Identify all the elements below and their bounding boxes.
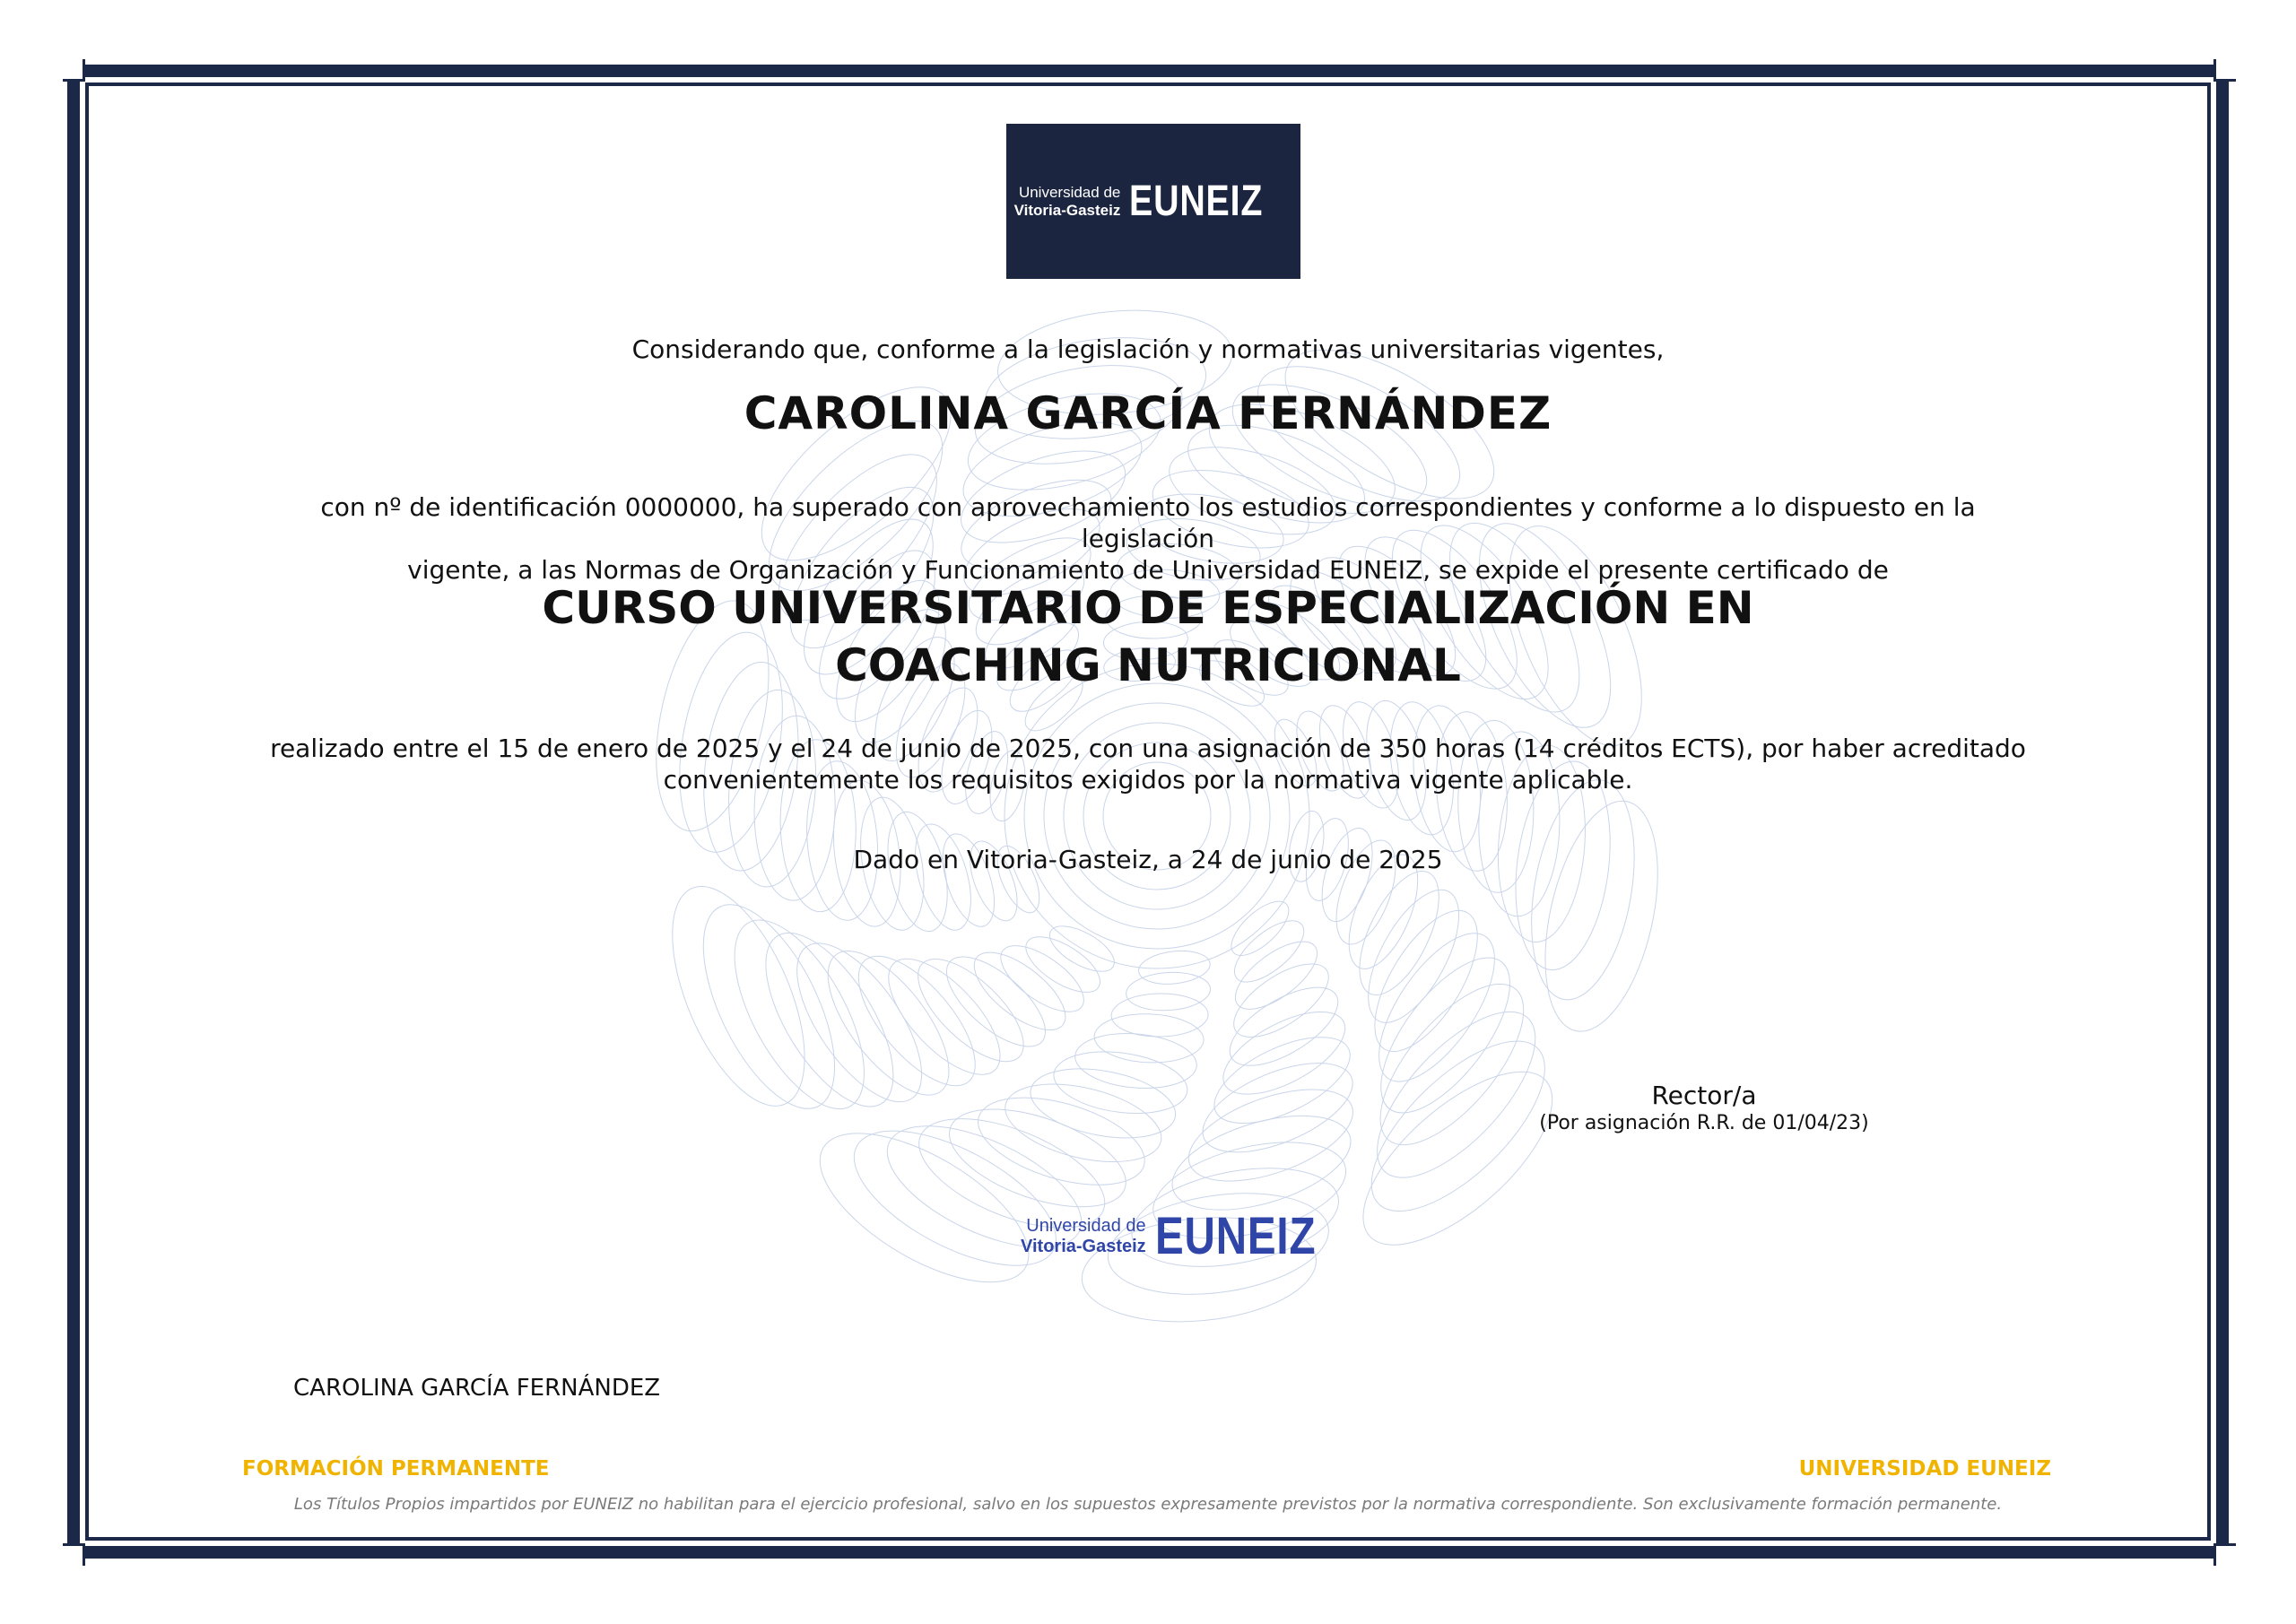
frame-corner-top-left (63, 59, 85, 82)
seal-logo-university-text (1021, 1216, 1146, 1257)
university-logo (1006, 124, 1300, 279)
logo-university-text (1014, 184, 1121, 219)
course-title (0, 579, 2296, 694)
rector-title: Rector/a (1651, 1081, 1757, 1110)
student-signature-name: CAROLINA GARCÍA FERNÁNDEZ (293, 1375, 661, 1402)
footer-left-label: FORMACIÓN PERMANENTE (242, 1457, 550, 1481)
logo-brand: EUNEIZ (1129, 178, 1264, 225)
course-title-line-2: COACHING NUTRICIONAL (835, 639, 1461, 691)
university-seal-logo (1021, 1206, 1351, 1266)
frame-inner-border (85, 83, 2211, 1541)
statement-line-2: vigente, a las Normas de Organización y Funcionamiento de Universidad EUNEIZ, se expide el presente certificado de (407, 555, 1889, 585)
statement-paragraph (0, 491, 2296, 586)
footer-disclaimer: Los Títulos Propios impartidos por EUNEIZ no habilitan para el ejercicio profesional, salvo en los supuestos expresamente previstos por la normativa correspondiente. Son exclusivamente formación permanente. (293, 1495, 2003, 1514)
details-paragraph (0, 733, 2296, 795)
frame-corner-bottom-left (63, 1543, 85, 1566)
frame-corner-bottom-right (2213, 1543, 2236, 1566)
seal-logo-line-1: Universidad de (1026, 1215, 1146, 1236)
logo-line-1: Universidad de (1018, 183, 1121, 201)
frame-corner-top-right (2213, 59, 2236, 82)
rector-note: (Por asignación R.R. de 01/04/23) (1539, 1112, 1869, 1134)
seal-logo-line-2: Vitoria-Gasteiz (1021, 1236, 1146, 1256)
recipient-name: CAROLINA GARCÍA FERNÁNDEZ (744, 387, 1552, 439)
seal-logo-brand: EUNEIZ (1154, 1207, 1317, 1265)
footer-right-label: UNIVERSIDAD EUNEIZ (1798, 1457, 2051, 1481)
details-line-2: convenientemente los requisitos exigidos por la normativa vigente aplicable. (663, 765, 1633, 795)
issue-place-date: Dado en Vitoria-Gasteiz, a 24 de junio de 2025 (853, 845, 1443, 874)
details-line-1: realizado entre el 15 de enero de 2025 y el 24 de junio de 2025, con una asignación de 350 horas (14 créditos ECTS), por haber acreditado (270, 734, 2026, 763)
statement-line-1: con nº de identificación 0000000, ha superado con aprovechamiento los estudios correspondientes y conforme a lo dispuesto en la legislación (320, 492, 1976, 553)
logo-line-2: Vitoria-Gasteiz (1013, 201, 1121, 219)
course-title-line-1: CURSO UNIVERSITARIO DE ESPECIALIZACIÓN EN (542, 582, 1754, 634)
intro-text: Considerando que, conforme a la legislación y normativas universitarias vigentes, (631, 334, 1665, 364)
